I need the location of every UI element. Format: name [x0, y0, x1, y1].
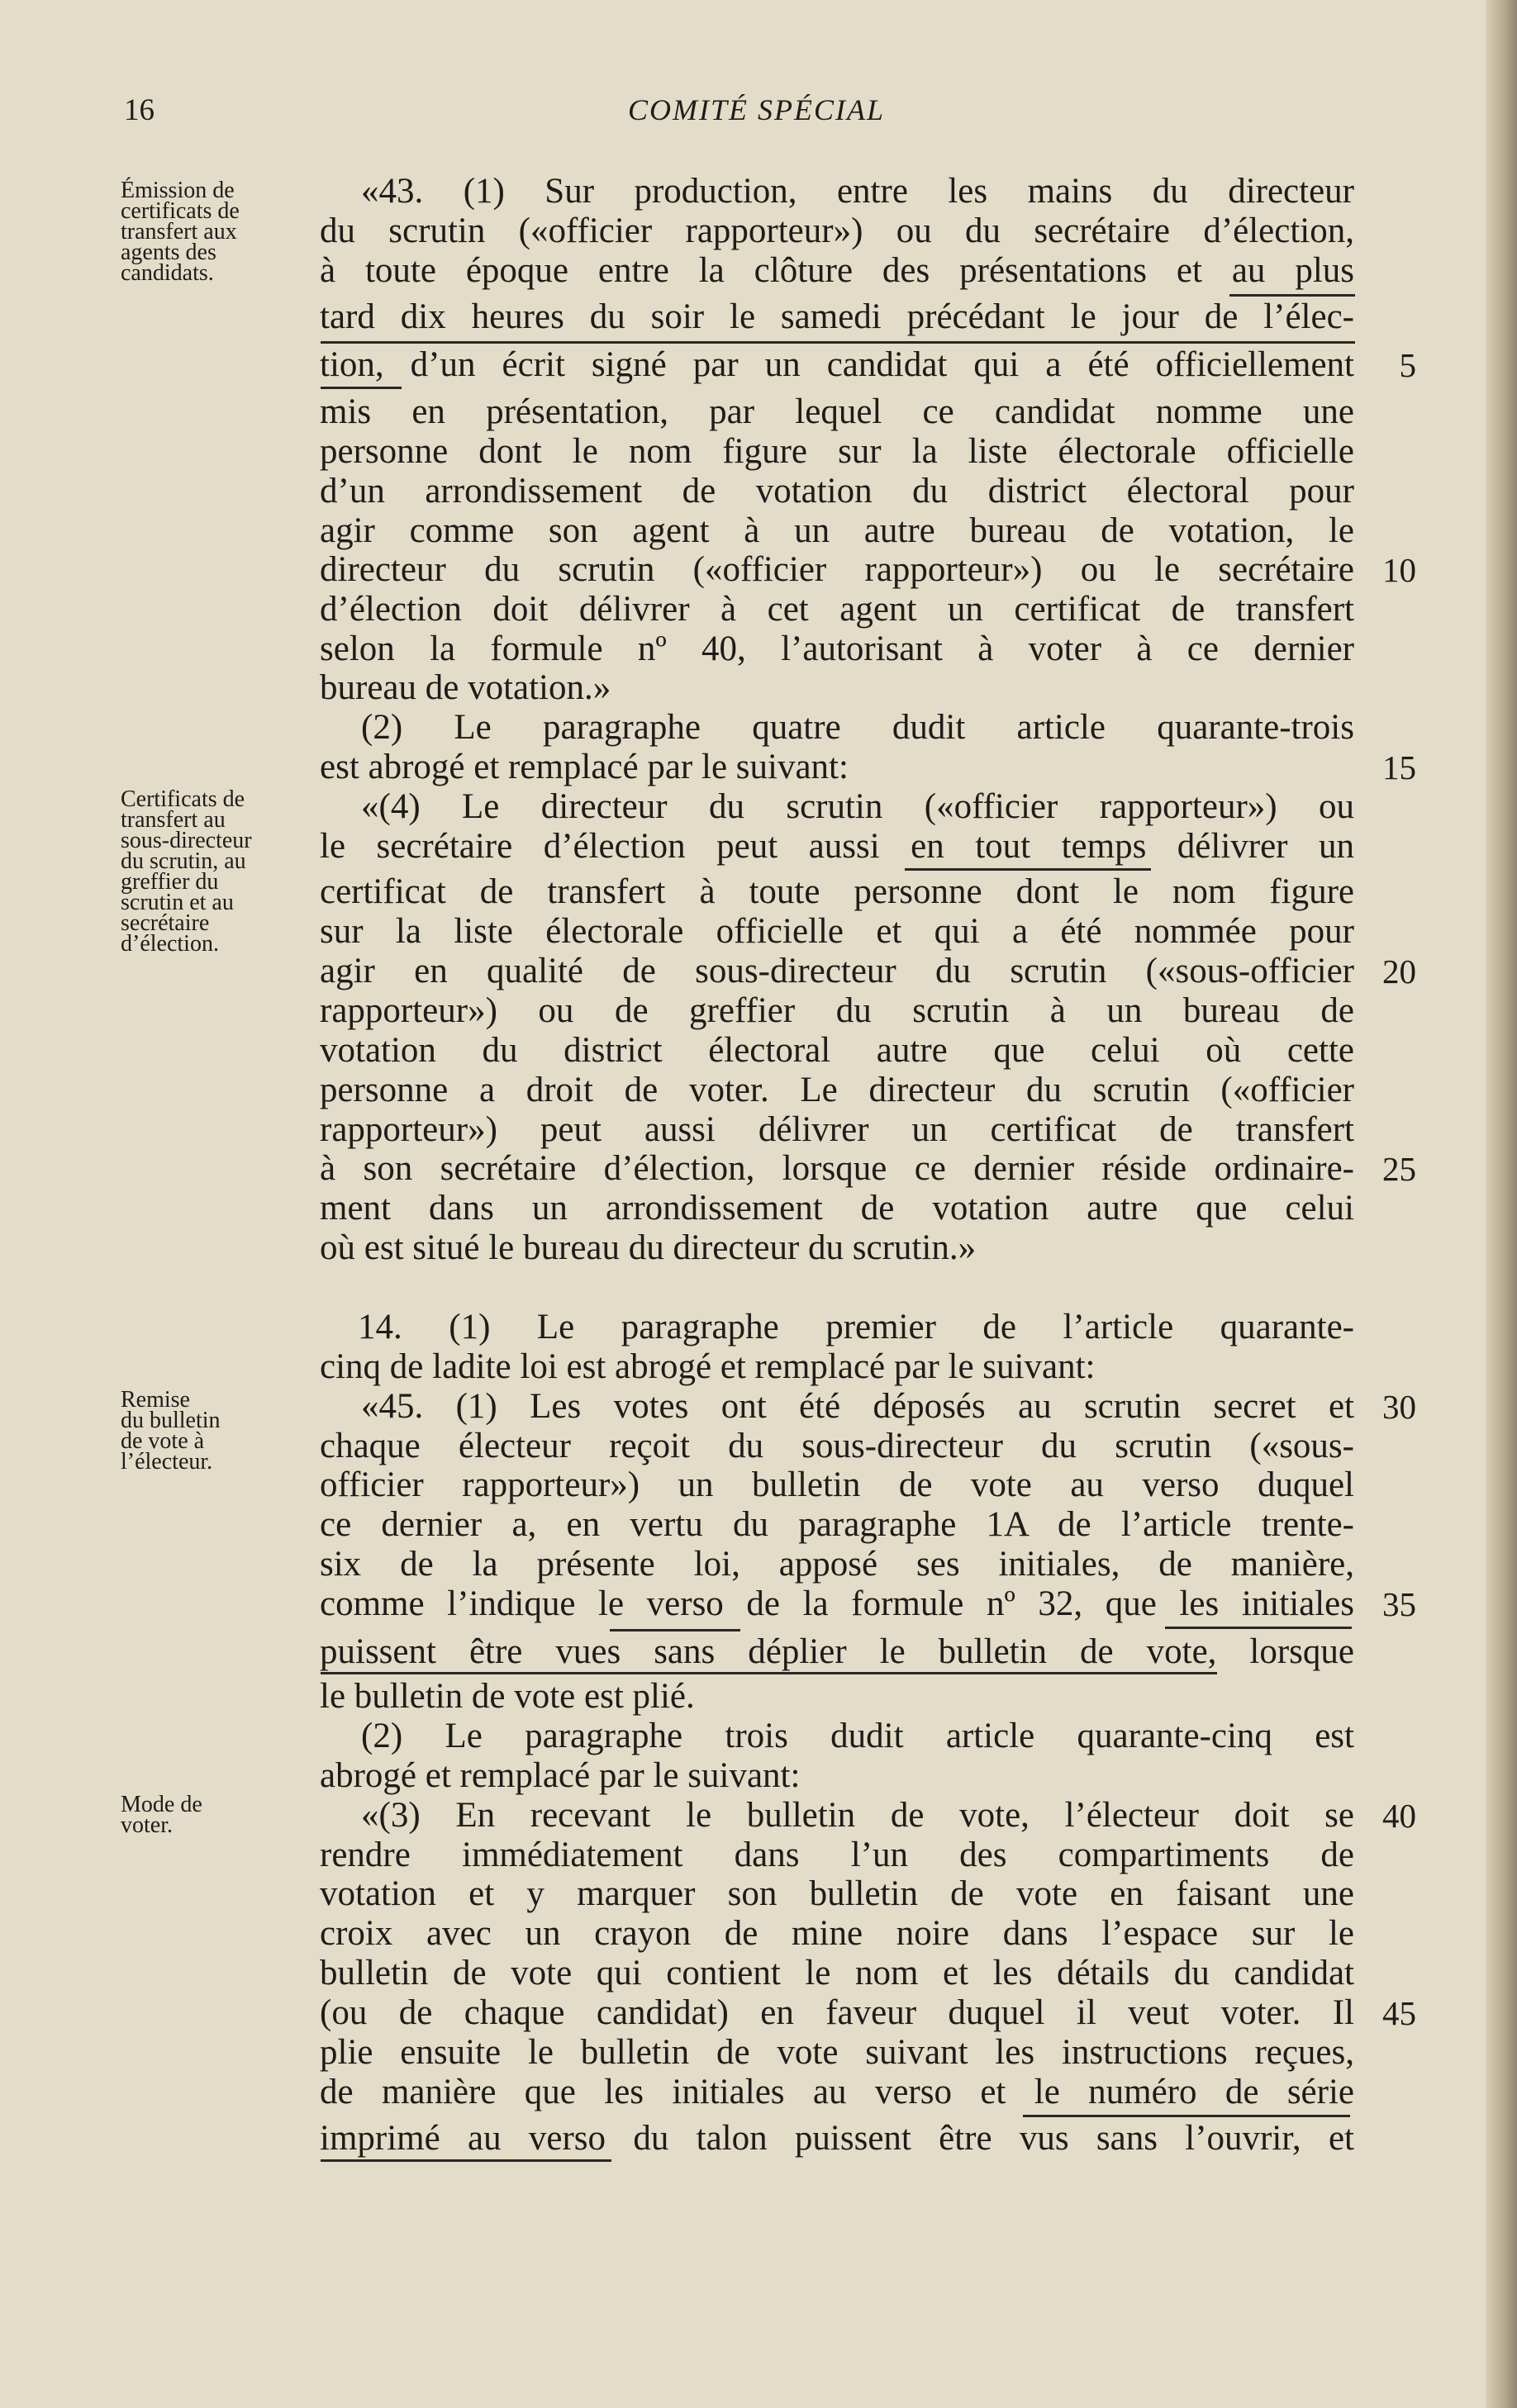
amendment-underline: [905, 868, 1151, 871]
amendment-underline: [610, 1629, 740, 1631]
running-title: COMITÉ SPÉCIAL: [628, 93, 885, 126]
body-line: bureau de votation.»: [320, 668, 611, 707]
line-number: 10: [1382, 551, 1416, 589]
body-line: agir comme son agent à un autre bureau de votation, le: [320, 511, 1354, 550]
body-line: votation du district électoral autre que celui où cette: [320, 1031, 1354, 1070]
line-number: 25: [1382, 1150, 1416, 1188]
margin-note: Émission de certificats de transfert aux agents des candidats.: [121, 178, 240, 286]
body-line: selon la formule nº 40, l’autorisant à voter à ce dernier: [320, 629, 1354, 668]
body-line: à toute époque entre la clôture des présentations et au plus: [320, 251, 1354, 290]
body-line: «(3) En recevant le bulletin de vote, l’électeur doit se: [361, 1796, 1354, 1835]
body-line: puissent être vues sans déplier le bulletin de vote, lorsque: [320, 1632, 1354, 1671]
body-line: «45. (1) Les votes ont été déposés au scrutin secret et: [361, 1387, 1354, 1426]
amendment-underline: [321, 1672, 1217, 1674]
body-line: agir en qualité de sous-directeur du scrutin («sous-officier: [320, 952, 1354, 990]
page-number: 16: [124, 93, 155, 127]
body-line: d’un arrondissement de votation du district électoral pour: [320, 472, 1354, 511]
line-number: 35: [1382, 1585, 1416, 1623]
line-number: 30: [1382, 1388, 1416, 1426]
body-line: le secrétaire d’élection peut aussi en tout temps délivrer un: [320, 827, 1354, 866]
body-line: votation et y marquer son bulletin de vote en faisant une: [320, 1874, 1354, 1913]
body-line: d’élection doit délivrer à cet agent un certificat de transfert: [320, 590, 1354, 629]
body-line: sur la liste électorale officielle et qui a été nommée pour: [320, 912, 1354, 951]
amendment-underline: [321, 2159, 611, 2162]
body-line: ce dernier a, en vertu du paragraphe 1A de l’article trente-: [320, 1505, 1354, 1544]
body-line: personne a droit de voter. Le directeur du scrutin («officier: [320, 1071, 1354, 1109]
body-line: (2) Le paragraphe trois dudit article quarante-cinq est: [361, 1717, 1354, 1755]
line-number: 15: [1382, 748, 1416, 786]
margin-note: Mode de voter.: [121, 1792, 202, 1838]
body-line: ment dans un arrondissement de votation autre que celui: [320, 1189, 1354, 1228]
body-line: le bulletin de vote est plié.: [320, 1677, 695, 1716]
body-line: officier rapporteur») un bulletin de vote au verso duquel: [320, 1465, 1354, 1504]
body-line: certificat de transfert à toute personne dont le nom figure: [320, 872, 1354, 911]
body-line: six de la présente loi, apposé ses initiales, de manière,: [320, 1545, 1354, 1584]
body-line: comme l’indique le verso de la formule nº 32, que les initiales: [320, 1584, 1354, 1623]
page-edge: [1486, 0, 1517, 2408]
body-line: mis en présentation, par lequel ce candidat nomme une: [320, 392, 1354, 431]
body-line: où est situé le bureau du directeur du scrutin.»: [320, 1228, 977, 1267]
margin-note: Certificats de transfert au sous-directeur du scrutin, au greffier du scrutin et au secrétaire d’élection.: [121, 786, 252, 957]
body-line: tion, d’un écrit signé par un candidat qui a été officiellement: [320, 345, 1354, 384]
amendment-underline: [1229, 294, 1355, 297]
margin-note: Remise du bulletin de vote à l’électeur.: [121, 1387, 221, 1475]
body-line: (ou de chaque candidat) en faveur duquel il veut voter. Il: [320, 1993, 1354, 2032]
body-line: de manière que les initiales au verso et le numéro de série: [320, 2073, 1354, 2111]
body-line: directeur du scrutin («officier rapporteur») ou le secrétaire: [320, 550, 1354, 589]
body-line: à son secrétaire d’élection, lorsque ce dernier réside ordinaire-: [320, 1149, 1354, 1188]
body-line: abrogé et remplacé par le suivant:: [320, 1756, 801, 1795]
body-line: rapporteur») ou de greffier du scrutin à un bureau de: [320, 991, 1354, 1030]
page-header: [0, 93, 1517, 134]
body-line: 14. (1) Le paragraphe premier de l’article quarante-: [358, 1308, 1354, 1346]
body-line: chaque électeur reçoit du sous-directeur du scrutin («sous-: [320, 1427, 1354, 1465]
body-line: personne dont le nom figure sur la liste électorale officielle: [320, 432, 1354, 471]
line-number: 40: [1382, 1797, 1416, 1835]
body-line: rapporteur») peut aussi délivrer un certificat de transfert: [320, 1110, 1354, 1149]
body-line: du scrutin («officier rapporteur») ou du secrétaire d’élection,: [320, 211, 1354, 250]
line-number: 20: [1382, 952, 1416, 990]
amendment-underline: [1165, 1627, 1352, 1629]
body-line: imprimé au verso du talon puissent être vus sans l’ouvrir, et: [320, 2119, 1354, 2158]
body-line: rendre immédiatement dans l’un des compartiments de: [320, 1836, 1354, 1874]
body-line: cinq de ladite loi est abrogé et remplacé par le suivant:: [320, 1347, 1096, 1386]
amendment-underline: [1023, 2115, 1350, 2117]
body-line: «43. (1) Sur production, entre les mains du directeur: [361, 172, 1354, 211]
body-line: bulletin de vote qui contient le nom et les détails du candidat: [320, 1954, 1354, 1992]
line-number: 5: [1399, 346, 1416, 384]
body-line: (2) Le paragraphe quatre dudit article quarante-trois: [361, 708, 1354, 747]
amendment-underline: [321, 387, 402, 389]
body-line: «(4) Le directeur du scrutin («officier rapporteur») ou: [361, 787, 1354, 826]
body-line: croix avec un crayon de mine noire dans l’espace sur le: [320, 1914, 1354, 1953]
line-number: 45: [1382, 1994, 1416, 2032]
body-line: est abrogé et remplacé par le suivant:: [320, 748, 849, 786]
body-line: plie ensuite le bulletin de vote suivant les instructions reçues,: [320, 2033, 1354, 2072]
amendment-underline: [321, 341, 1355, 344]
body-line: tard dix heures du soir le samedi précédant le jour de l’élec-: [320, 297, 1354, 336]
